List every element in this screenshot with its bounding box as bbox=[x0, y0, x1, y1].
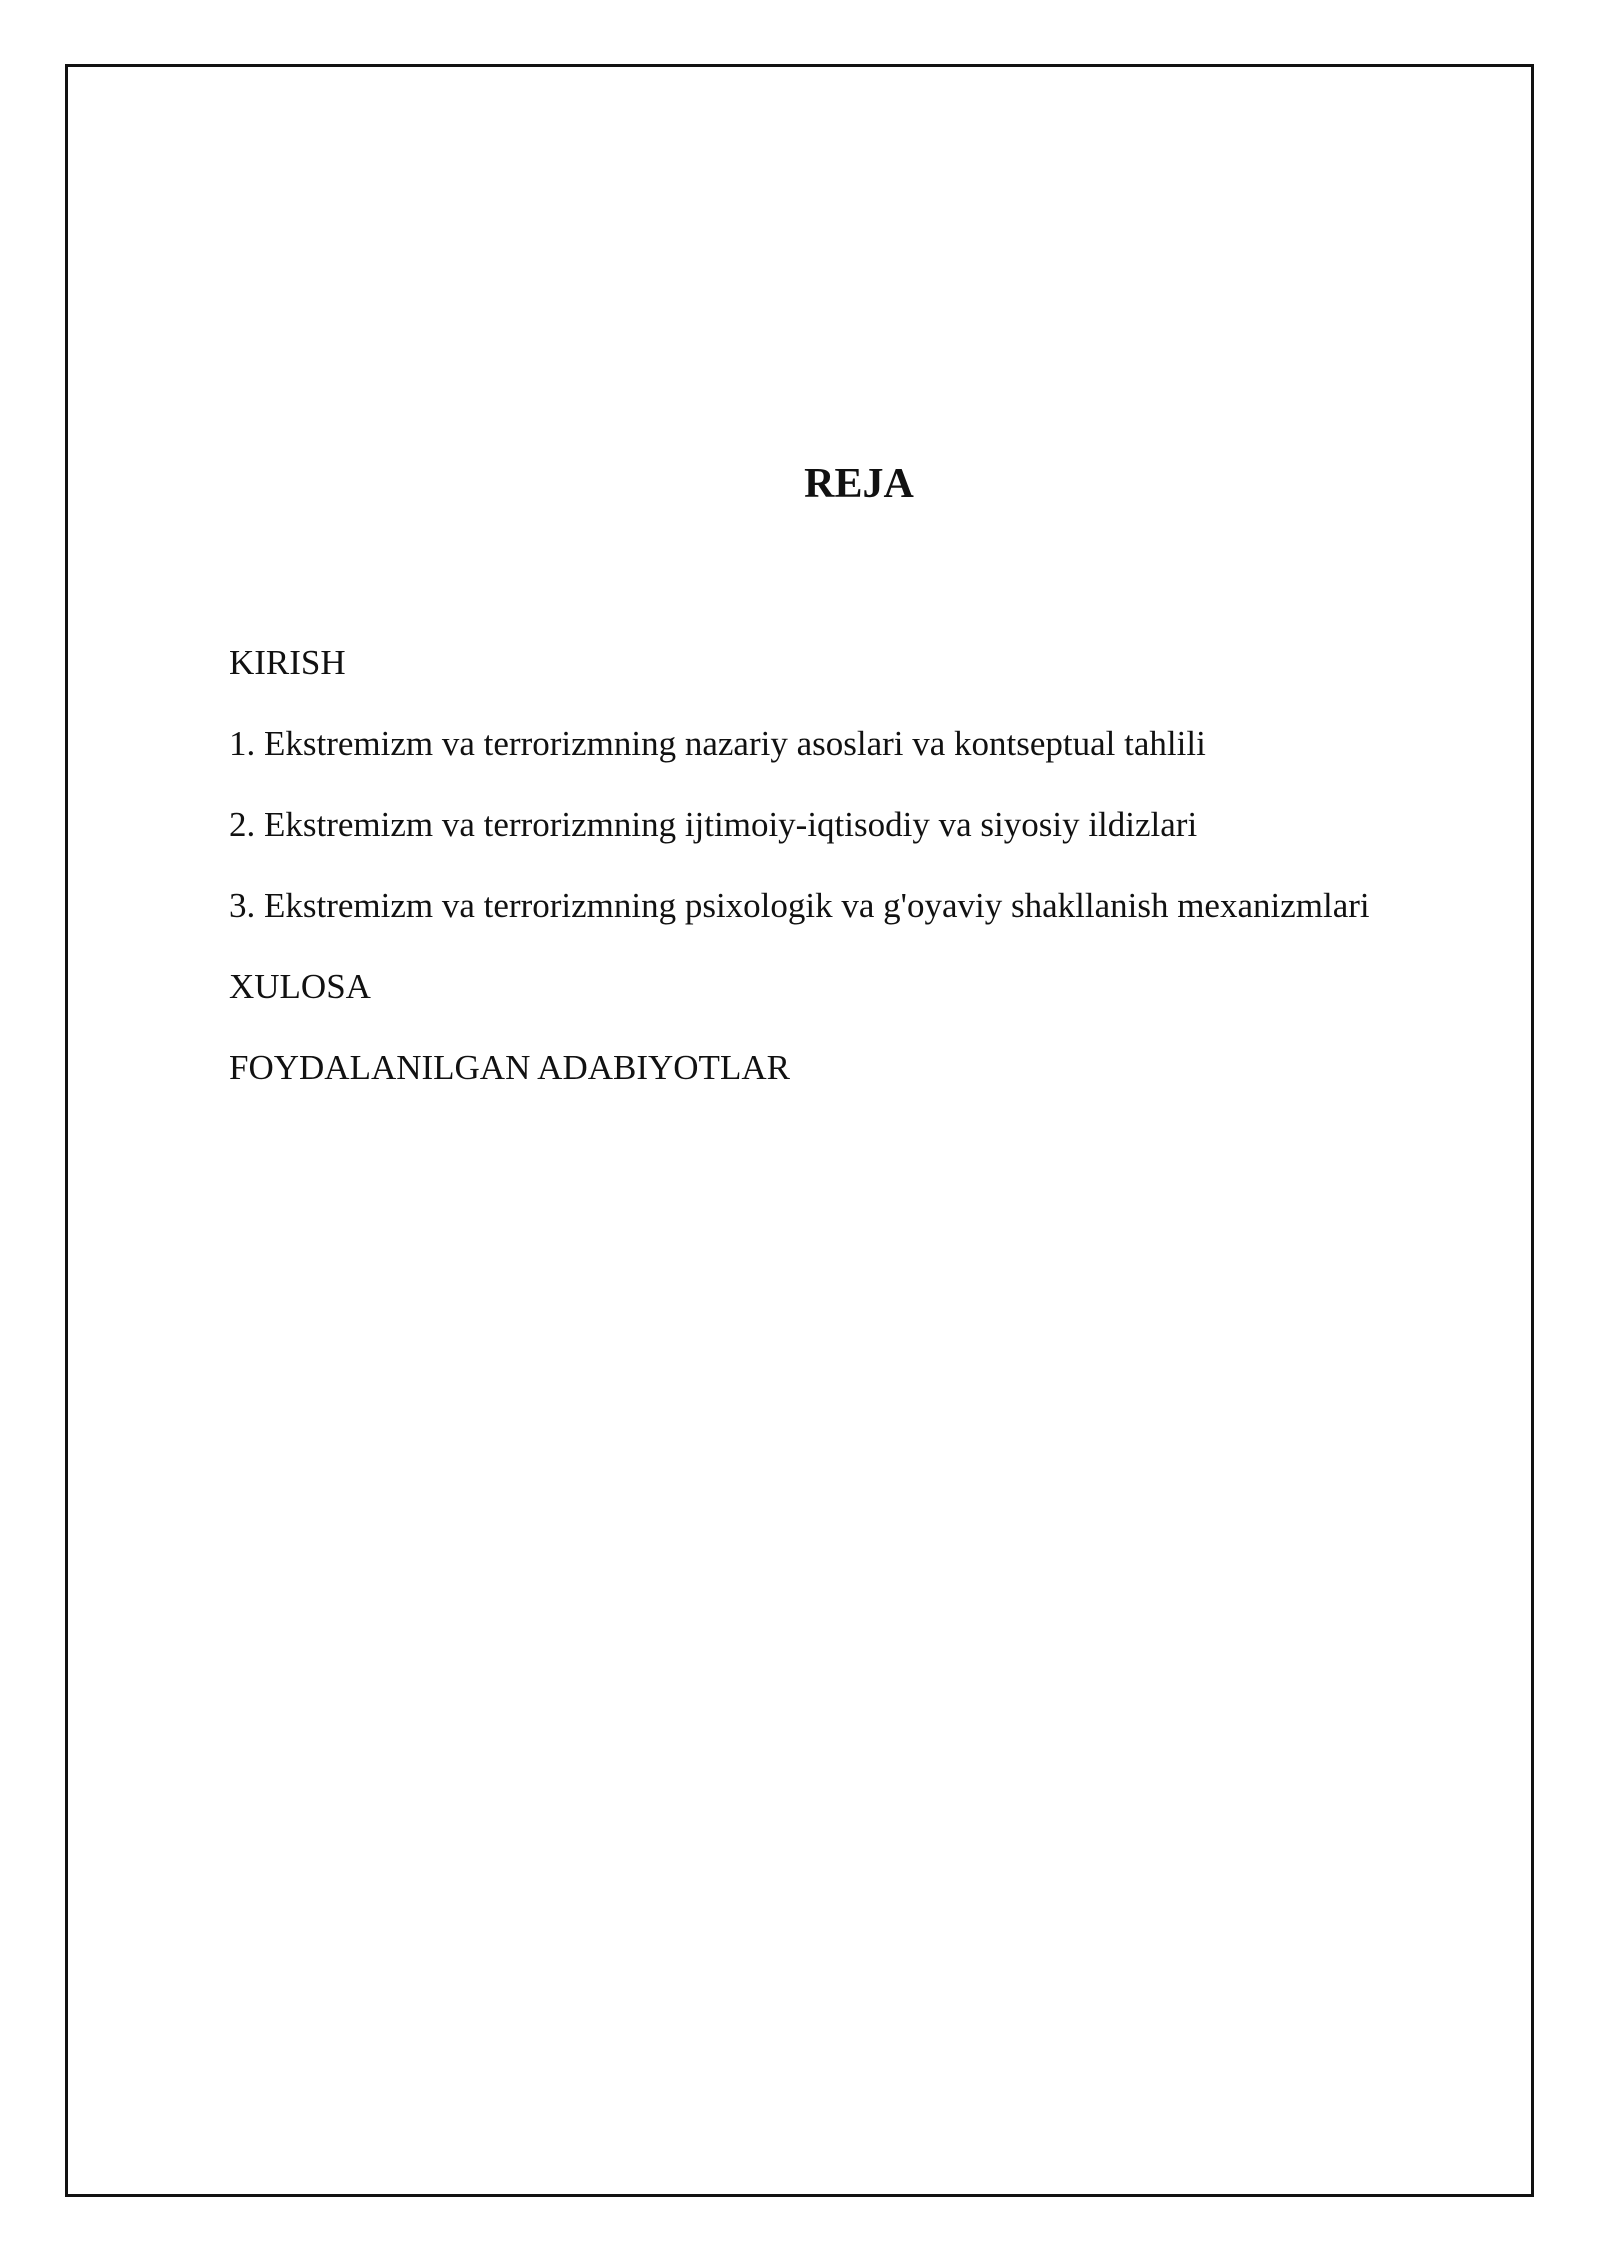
table-of-contents bbox=[229, 640, 1370, 1126]
toc-item-references: FOYDALANILGAN ADABIYOTLAR bbox=[229, 1048, 790, 1087]
toc-item-chapter-1: 1. Ekstremizm va terrorizmning nazariy asoslari va kontseptual tahlili bbox=[229, 724, 1206, 763]
toc-item-introduction: KIRISH bbox=[229, 643, 346, 682]
page-title: REJA bbox=[804, 461, 914, 507]
toc-item-chapter-3: 3. Ekstremizm va terrorizmning psixologik va g'oyaviy shakllanish mexanizmlari bbox=[229, 886, 1370, 925]
page-border bbox=[65, 64, 1534, 2197]
toc-item-chapter-2: 2. Ekstremizm va terrorizmning ijtimoiy-iqtisodiy va siyosiy ildizlari bbox=[229, 805, 1198, 844]
toc-item-conclusion: XULOSA bbox=[229, 967, 371, 1006]
